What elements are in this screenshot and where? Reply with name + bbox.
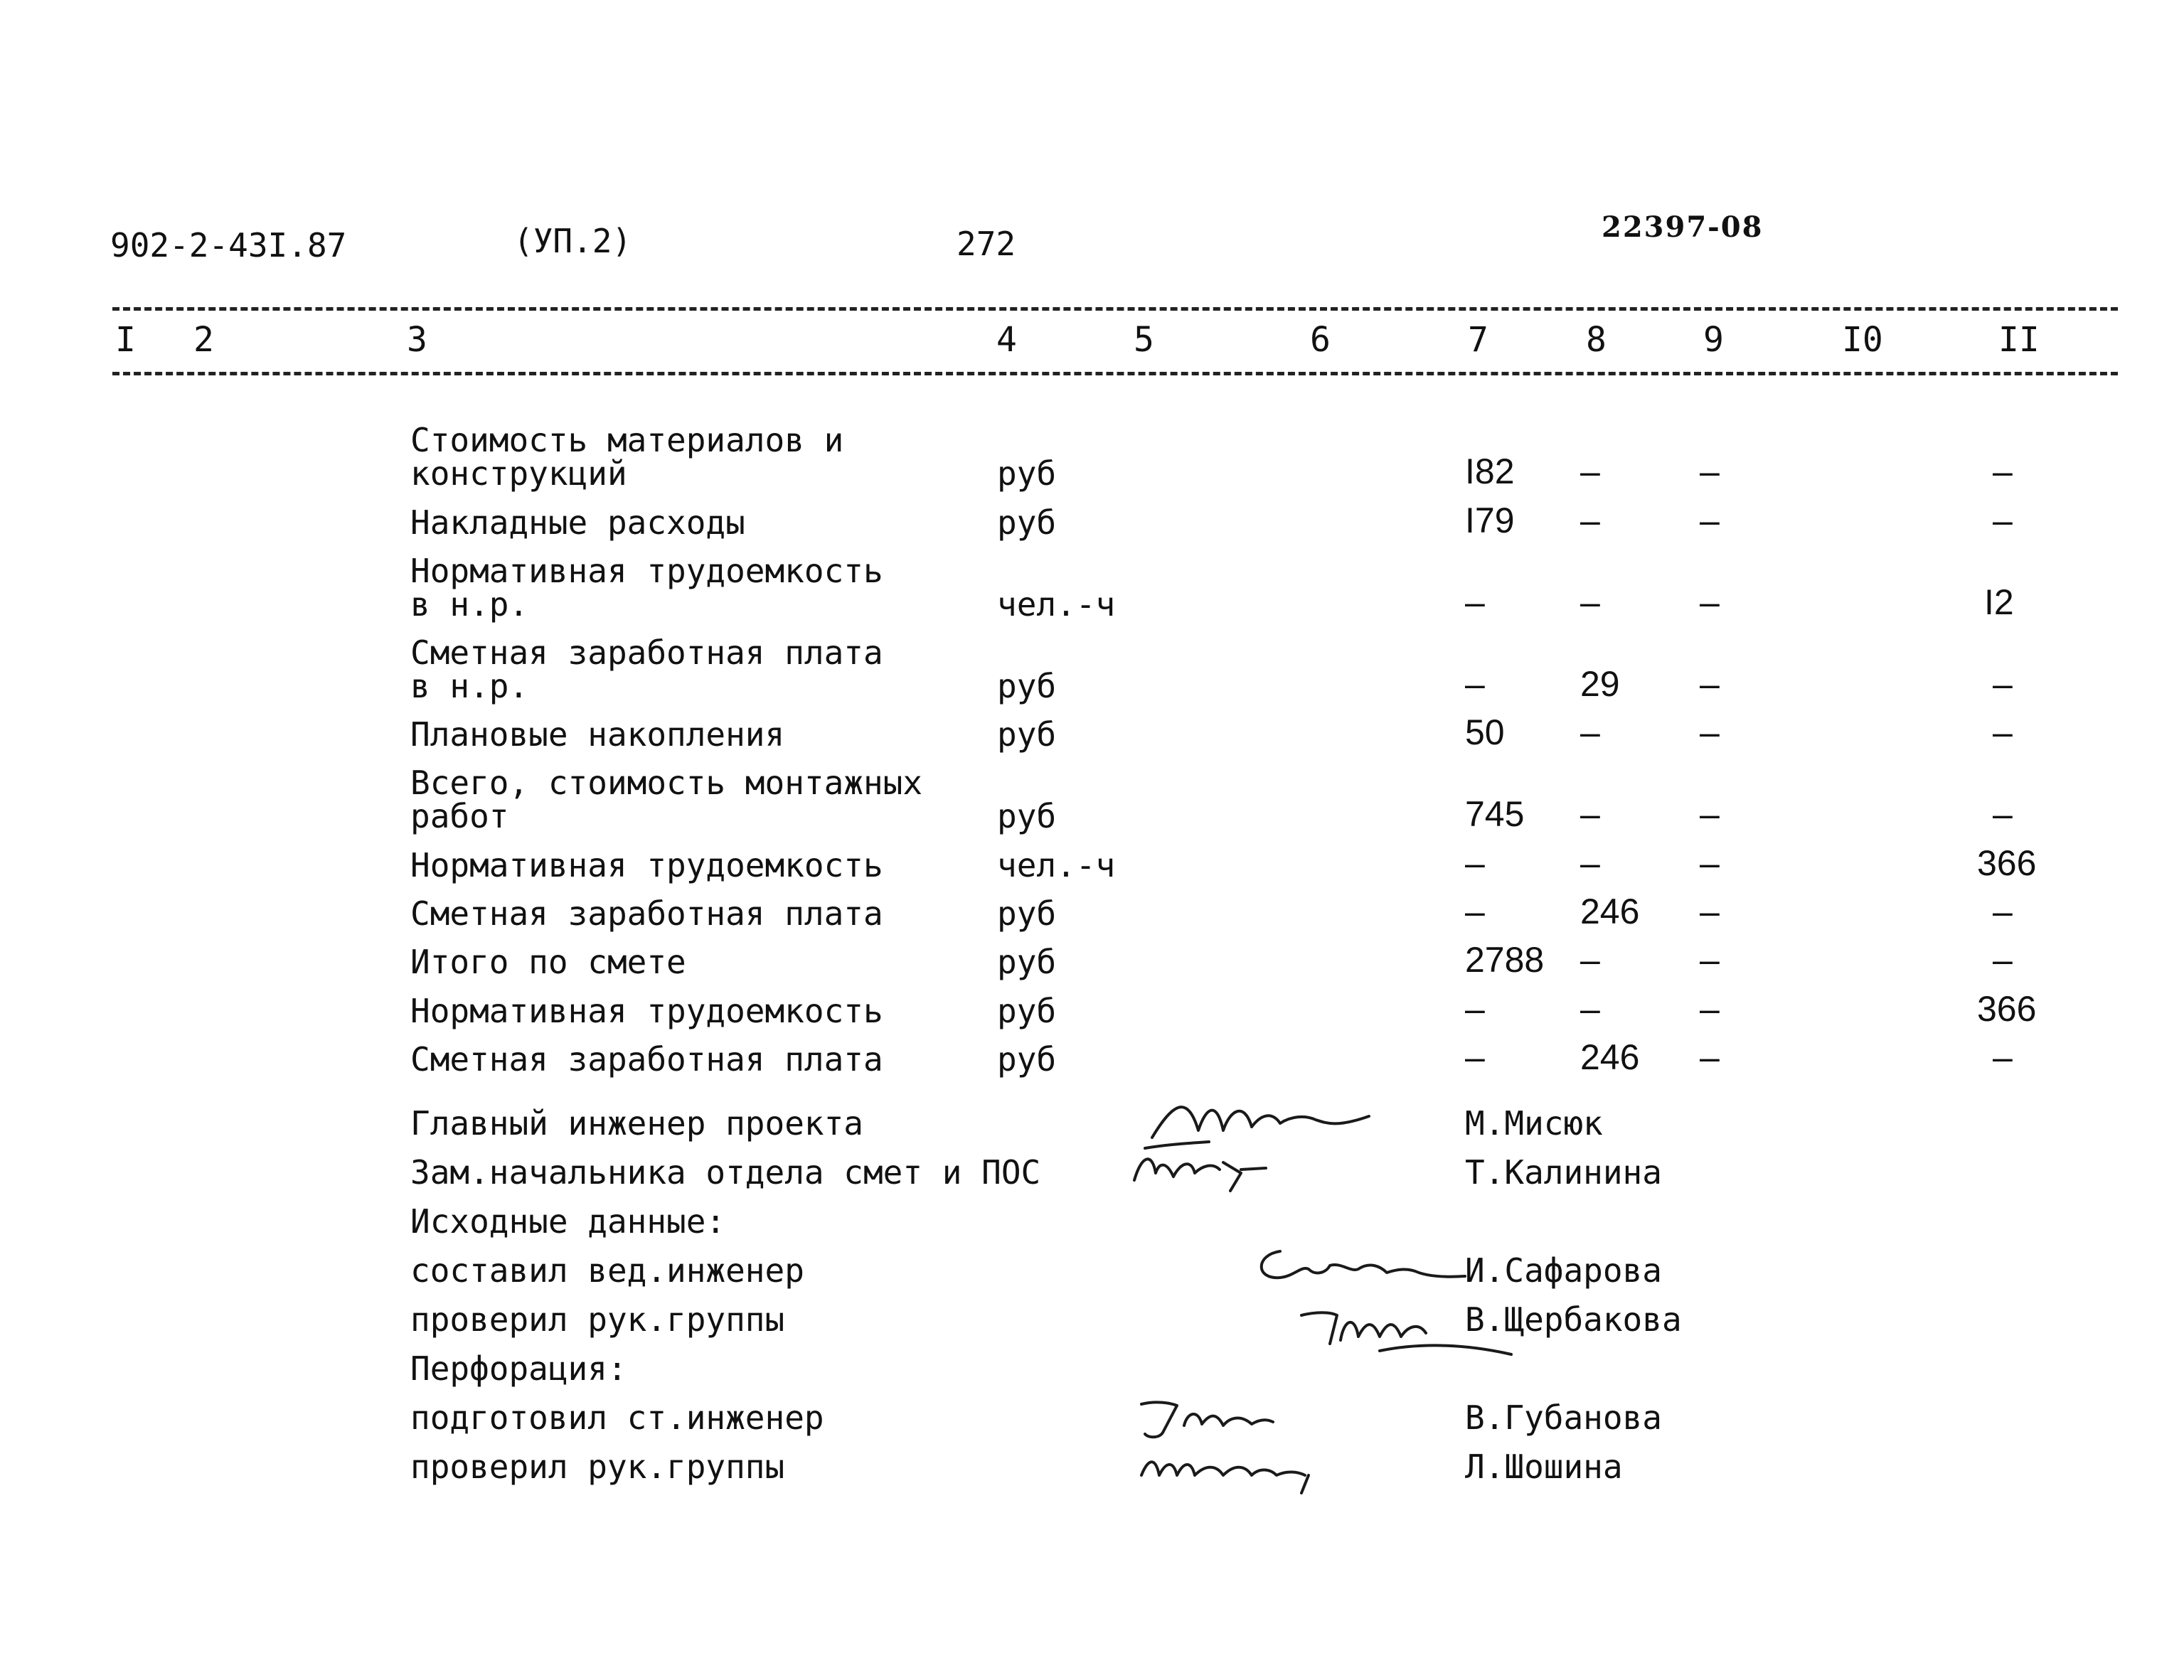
row-value-col7: – — [1465, 582, 1485, 622]
row-value-col11: 366 — [1977, 843, 2037, 883]
signature-name: И.Сафарова — [1465, 1251, 1662, 1290]
row-label: Стоимость материалов и — [410, 421, 844, 459]
row-value-col11: – — [1993, 892, 2013, 931]
doc-number: 902-2-43I.87 — [110, 226, 347, 264]
row-value-col8: 246 — [1580, 1037, 1640, 1077]
handwritten-signature — [1124, 1141, 1280, 1198]
row-unit: чел.-ч — [997, 846, 1116, 884]
row-value-col7: – — [1465, 892, 1485, 931]
row-label: Сметная заработная плата — [410, 894, 883, 933]
row-value-col9: – — [1700, 1037, 1720, 1077]
row-value-col8: – — [1580, 989, 1600, 1029]
row-value-col8: – — [1580, 451, 1600, 491]
row-label: Нормативная трудоемкость — [410, 992, 883, 1030]
row-value-col8: – — [1580, 843, 1600, 883]
row-label: Сметная заработная плата — [410, 633, 883, 672]
signature-role: Зам.начальника отдела смет и ПОС — [410, 1153, 1041, 1192]
row-label: Нормативная трудоемкость — [410, 552, 883, 590]
signature-role: подготовил ст.инженер — [410, 1398, 824, 1437]
row-value-col7: 50 — [1465, 712, 1505, 752]
row-value-col11: – — [1993, 501, 2013, 540]
row-label: Сметная заработная плата — [410, 1040, 883, 1079]
row-value-col8: – — [1580, 940, 1600, 980]
header-rule-top — [112, 307, 2118, 311]
row-value-col7: – — [1465, 989, 1485, 1029]
row-value-col8: – — [1580, 712, 1600, 752]
row-unit: руб — [997, 503, 1057, 542]
row-value-col11: – — [1993, 940, 2013, 980]
handwritten-signature — [1287, 1294, 1522, 1365]
signature-name: В.Губанова — [1465, 1398, 1662, 1437]
row-label: Плановые накопления — [410, 715, 785, 754]
row-unit: руб — [997, 715, 1057, 754]
row-label: в н.р. — [410, 585, 529, 624]
row-value-col8: – — [1580, 794, 1600, 834]
row-value-col9: – — [1700, 794, 1720, 834]
row-value-col7: 2788 — [1465, 940, 1545, 980]
signature-name: Т.Калинина — [1465, 1153, 1662, 1192]
row-value-col8: – — [1580, 501, 1600, 540]
row-value-col11: – — [1993, 1037, 2013, 1077]
signature-name: В.Щербакова — [1465, 1300, 1682, 1339]
row-value-col7: – — [1465, 664, 1485, 704]
row-value-col11: – — [1993, 794, 2013, 834]
signature-name: Л.Шошина — [1465, 1448, 1623, 1486]
signature-role: проверил рук.группы — [410, 1300, 785, 1339]
row-value-col9: – — [1700, 451, 1720, 491]
row-unit: руб — [997, 667, 1057, 705]
signature-name: М.Мисюк — [1465, 1104, 1603, 1143]
handwritten-code: 22397-08 — [1602, 210, 1764, 244]
row-value-col9: – — [1700, 501, 1720, 540]
row-value-col7: I82 — [1465, 451, 1515, 491]
row-unit: руб — [997, 797, 1057, 835]
column-number: 2 — [193, 320, 214, 360]
row-value-col8: 29 — [1580, 664, 1620, 704]
row-value-col11: – — [1993, 712, 2013, 752]
handwritten-signature — [1127, 1390, 1277, 1447]
row-value-col11: – — [1993, 664, 2013, 704]
column-number: 9 — [1703, 320, 1724, 360]
row-label: Нормативная трудоемкость — [410, 846, 883, 884]
row-unit: чел.-ч — [997, 585, 1116, 624]
row-value-col9: – — [1700, 664, 1720, 704]
row-unit: руб — [997, 894, 1057, 933]
row-value-col9: – — [1700, 940, 1720, 980]
column-number: 3 — [407, 320, 427, 360]
row-label: в н.р. — [410, 667, 529, 705]
header-rule-bottom — [112, 372, 2118, 375]
row-value-col7: – — [1465, 843, 1485, 883]
row-label: работ — [410, 797, 509, 835]
row-unit: руб — [997, 454, 1057, 493]
row-value-col7: 745 — [1465, 794, 1525, 834]
row-unit: руб — [997, 992, 1057, 1030]
signature-role: проверил рук.группы — [410, 1448, 785, 1486]
section-heading: Перфорация: — [410, 1349, 627, 1388]
row-value-col11: I2 — [1984, 582, 2014, 622]
row-value-col9: – — [1700, 582, 1720, 622]
signature-role: Главный инженер проекта — [410, 1104, 863, 1143]
column-number: I0 — [1842, 320, 1883, 360]
row-value-col9: – — [1700, 989, 1720, 1029]
row-value-col9: – — [1700, 892, 1720, 931]
handwritten-signature — [1127, 1443, 1326, 1500]
section-heading: Исходные данные: — [410, 1202, 726, 1241]
row-value-col8: 246 — [1580, 892, 1640, 931]
row-value-col11: – — [1993, 451, 2013, 491]
row-value-col9: – — [1700, 843, 1720, 883]
column-number: I — [115, 320, 136, 360]
row-label: Итого по смете — [410, 943, 686, 981]
row-label: Всего, стоимость монтажных — [410, 764, 923, 802]
row-value-col8: – — [1580, 582, 1600, 622]
row-value-col7: I79 — [1465, 501, 1515, 540]
row-unit: руб — [997, 943, 1057, 981]
row-value-col11: 366 — [1977, 989, 2037, 1029]
column-number: 5 — [1134, 320, 1154, 360]
page-number: 272 — [957, 225, 1016, 263]
row-value-col9: – — [1700, 712, 1720, 752]
column-number: 4 — [996, 320, 1017, 360]
column-number: II — [1998, 320, 2040, 360]
column-number: 6 — [1310, 320, 1331, 360]
signature-role: составил вед.инженер — [410, 1251, 804, 1290]
row-unit: руб — [997, 1040, 1057, 1079]
row-label: конструкций — [410, 454, 627, 493]
section-label: (УП.2) — [513, 222, 632, 260]
handwritten-signature — [1245, 1234, 1472, 1298]
column-number: 7 — [1468, 320, 1488, 360]
column-number: 8 — [1586, 320, 1607, 360]
row-label: Накладные расходы — [410, 503, 745, 542]
row-value-col7: – — [1465, 1037, 1485, 1077]
